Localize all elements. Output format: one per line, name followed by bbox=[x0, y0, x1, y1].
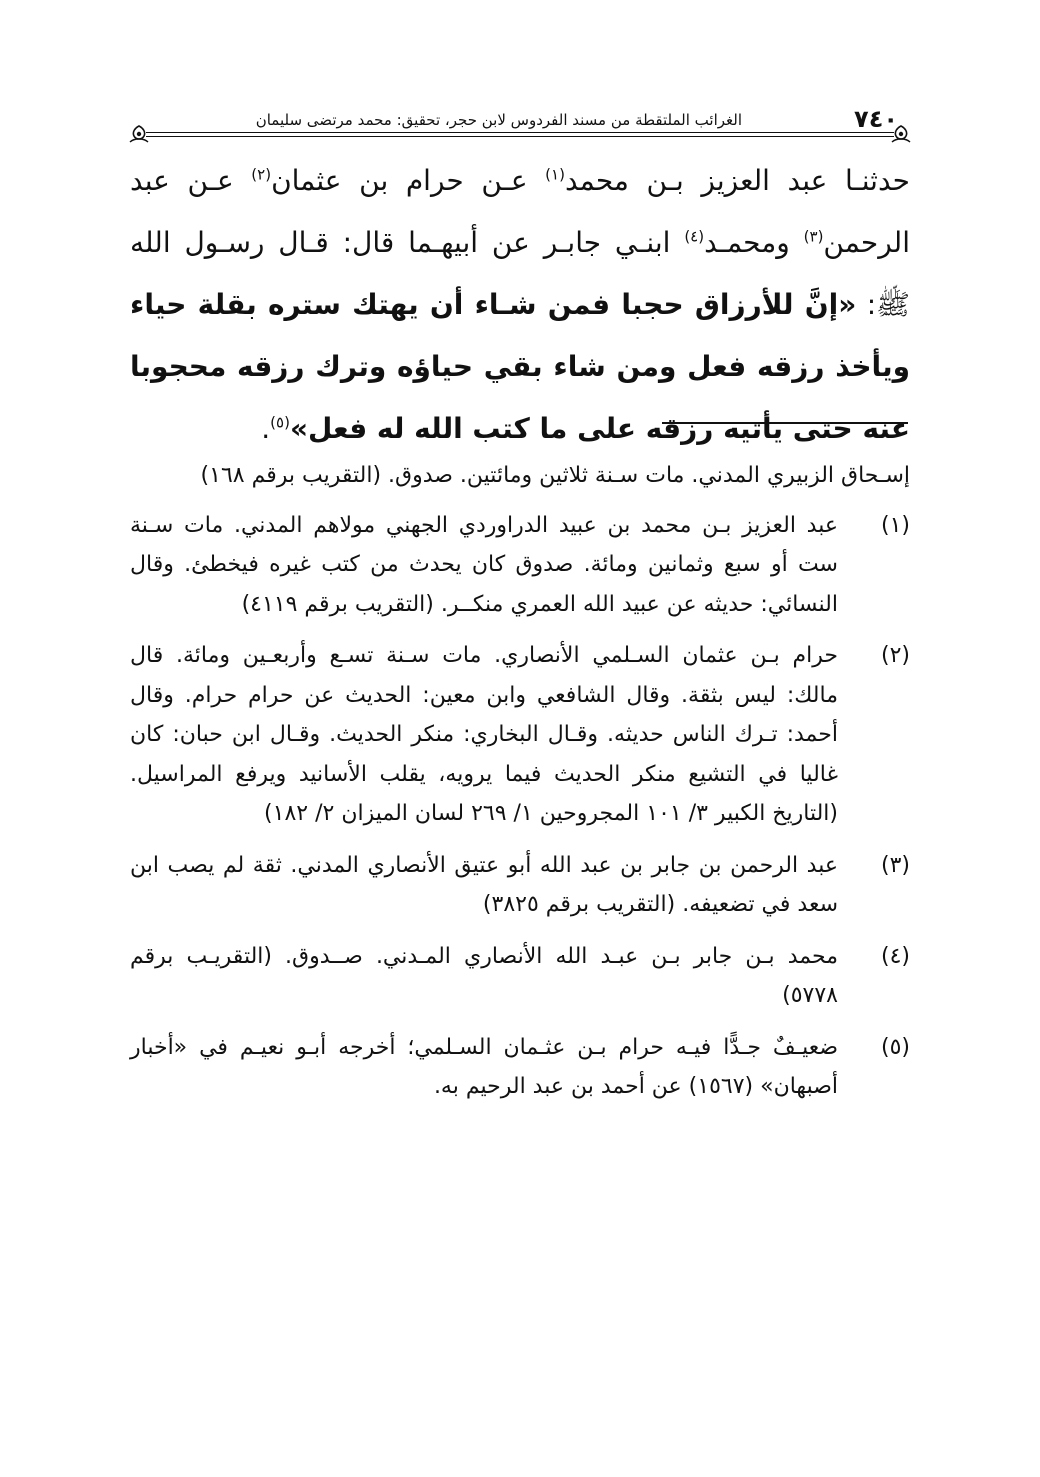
footnote-ref: (٥) bbox=[270, 413, 290, 432]
main-text-end: . bbox=[261, 412, 271, 445]
footnote-number: (٥) bbox=[880, 1034, 910, 1060]
ornament-icon bbox=[890, 124, 912, 144]
footnote-number: (٣) bbox=[880, 852, 910, 878]
hadith-text: «إنَّ للأرزاق حجبا فمن شـاء أن يهتك ستره بقلة حياء ويأخذ رزقه فعل ومن شاء بقي حياؤه وترك رزقه محجوبا عنه حتى يأتيه رزقه على ما كتب الله له فعل» bbox=[130, 288, 910, 445]
main-text-part: عـن عبد الرحمن bbox=[130, 164, 910, 259]
footnote-text: حرام بـن عثمان السـلمي الأنصاري. مات سـنة تسـع وأربعـين ومائة. قال مالك: ليس بثقة. وقال الشافعي وابن معين: الحديث عن حرام حرام. وقال أحمد: تـرك الناس حديثه. وقـال البخاري: منكر الحديث. وقـال ابن حبان: كان غاليا في التشيع منكر الحديث فيما يرويه، يقلب الأسانيد ويرفع المراسيل. (التاريخ الكبير ٣/ ١٠١ المجروحين ١/ ٢٦٩ لسان الميزان ٢/ ١٨٢) bbox=[130, 643, 838, 826]
footnote-text: عبد الرحمن بن جابر بن عبد الله أبو عتيق الأنصاري المدني. ثقة لم يصب ابن سعد في تضعيفه. (التقريب برقم ٣٨٢٥) bbox=[130, 852, 838, 917]
footnote bbox=[130, 846, 910, 925]
footnote bbox=[130, 506, 910, 625]
ornament-icon bbox=[128, 124, 150, 144]
footnote-number: (١) bbox=[880, 512, 910, 538]
main-text bbox=[130, 150, 910, 460]
main-text-part: حدثنـا عبد العزيز بـن محمد bbox=[564, 164, 910, 197]
footnote-text: محمد بـن جابر بـن عبـد الله الأنصاري المـدني. صــدوق. (التقريـب برقم ٥٧٧٨) bbox=[130, 943, 838, 1008]
main-text-part: ابنـي جابـر عن أبيهـما قال: قـال رسـول الله ﷺ: bbox=[130, 226, 910, 321]
footnote bbox=[130, 1028, 910, 1107]
running-title: الغرائب الملتقطة من مسند الفردوس لابن حجر، تحقيق: محمد مرتضى سليمان bbox=[255, 111, 742, 129]
footnote-ref: (٢) bbox=[251, 165, 272, 184]
page-number: ٧٤٠ bbox=[854, 105, 898, 133]
header-rule bbox=[146, 136, 894, 137]
footnote bbox=[130, 636, 910, 834]
running-header bbox=[128, 98, 912, 138]
footnote-ref: (٤) bbox=[684, 227, 705, 246]
footnote-ref: (١) bbox=[545, 165, 565, 184]
main-text-part: عـن حرام بن عثمان bbox=[271, 164, 546, 197]
footnote-divider bbox=[662, 422, 908, 424]
header-rule bbox=[146, 132, 894, 133]
footnote-number: (٢) bbox=[880, 643, 910, 668]
footnotes bbox=[130, 456, 910, 1119]
footnote-text: عبد العزيز بـن محمد بن عبيد الدراوردي الجهني مولاهم المدني. مات سـنة ست أو سبع وثمانين ومائة. صدوق كان يحدث من كتب غيره فيخطئ. وقال النسائي: حديثه عن عبيد الله العمري منكــر. (التقريب برقم ٤١١٩) bbox=[130, 512, 838, 617]
footnote-text: ضعيـفٌ جـدًّا فيـه حرام بـن عثـمان السـلمي؛ أخرجه أبـو نعيـم في «أخبار أصبهان» (١٥٦٧) عن أحمد بن عبد الرحيم به. bbox=[130, 1034, 838, 1099]
footnote-number: (٤) bbox=[880, 943, 910, 969]
footnote bbox=[130, 937, 910, 1016]
footnote-continuation: إسـحاق الزبيري المدني. مات سـنة ثلاثين ومائتين. صدوق. (التقريب برقم ١٦٨) bbox=[200, 463, 910, 488]
main-text-part: ومحمـد bbox=[704, 226, 804, 259]
footnote-ref: (٣) bbox=[803, 227, 824, 246]
